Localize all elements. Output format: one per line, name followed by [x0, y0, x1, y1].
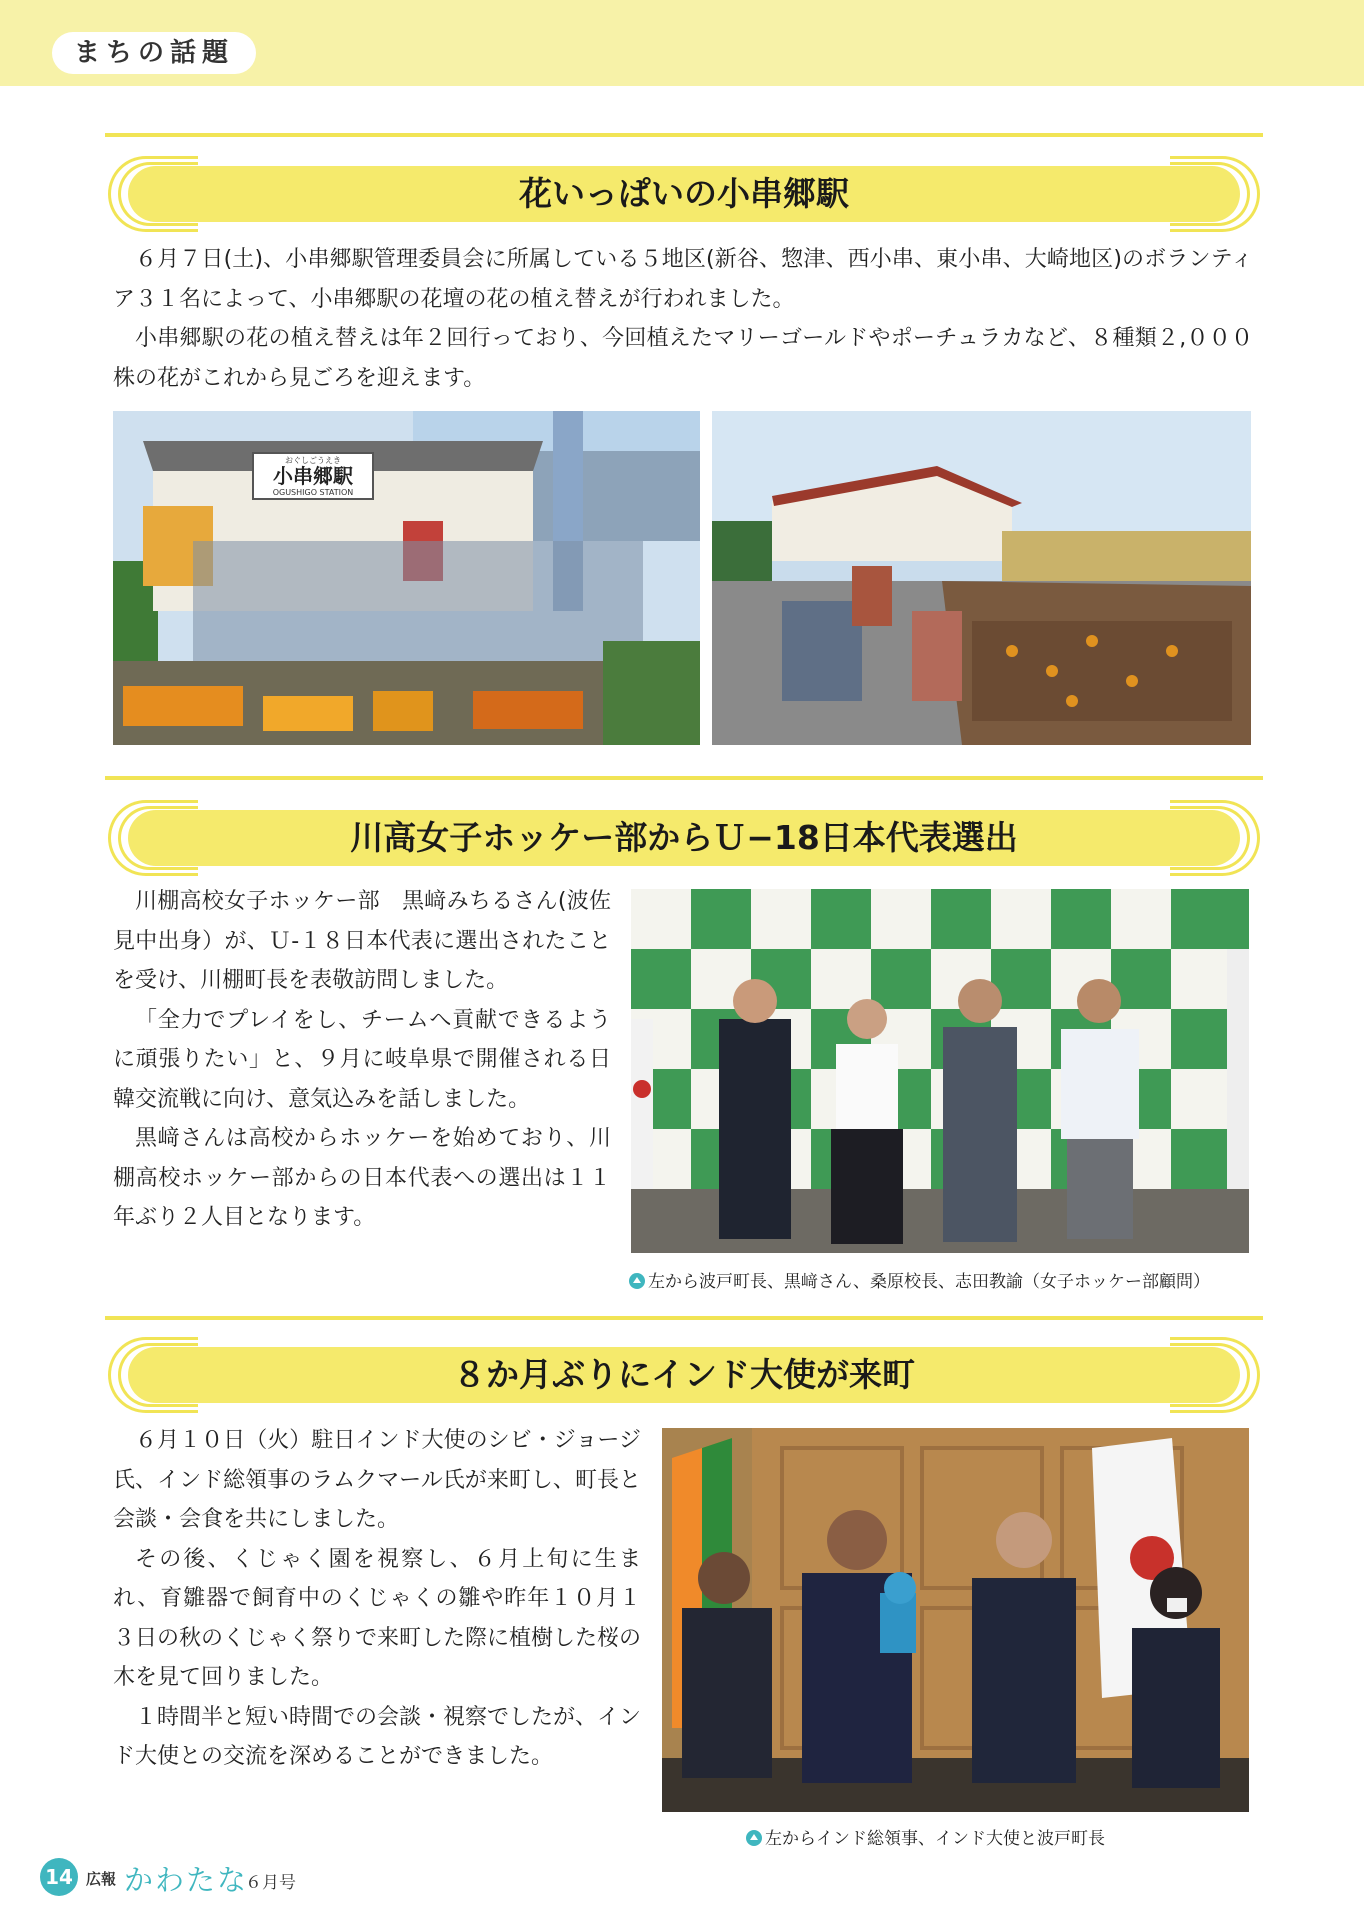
article-body: [113, 1421, 641, 1777]
paragraph: 川棚高校女子ホッケー部 黒﨑みちるさん(波佐見中出身）が、Ｕ‐１８日本代表に選出されたことを受け、川棚町長を表敬訪問しました。: [113, 889, 611, 993]
article-body: [113, 882, 611, 1238]
paragraph: 「全力でプレイをし、チームへ貢献できるように頑張りたい」と、９月に岐阜県で開催される日韓交流戦に向け、意気込みを話しました。: [113, 1007, 611, 1112]
caption-marker-icon: [746, 1830, 762, 1846]
paragraph: １時間半と短い時間での会談・視察でしたが、インド大使との交流を深めることができました。: [113, 1704, 642, 1769]
divider-rule: [105, 1316, 1263, 1320]
footer-koho-label: 広報: [86, 1870, 117, 1888]
section-label: まちの話題: [52, 32, 256, 74]
paragraph: 黒﨑さんは高校からホッケーを始めており、川棚高校ホッケー部からの日本代表への選出は１１年ぶり２人目となります。: [113, 1126, 611, 1230]
article-title-banner: [108, 156, 1260, 232]
article-title-banner: [108, 800, 1260, 876]
paragraph: その後、くじゃく園を視察し、６月上旬に生まれ、育雛器で飼育中のくじゃくの雛や昨年１０月１３日の秋のくじゃく祭りで来町した際に植樹した桜の木を見て回りました。: [113, 1546, 642, 1690]
photo-caption: 左からインド総領事、インド大使と波戸町長: [746, 1824, 1105, 1849]
article-title-banner: [108, 1337, 1260, 1413]
paragraph: ６月１０日（火）駐日インド大使のシビ・ジョージ氏、インド総領事のラムクマール氏が来町し、町長と会談・会食を共にしました。: [113, 1428, 641, 1532]
photo-courtesy-visit: [631, 889, 1249, 1253]
divider-rule: [105, 776, 1263, 780]
paragraph: ６月７日(土)、小串郷駅管理委員会に所属している５地区(新谷、惣津、西小串、東小串、大崎地区)のボランティア３１名によって、小串郷駅の花壇の花の植え替えが行われました。: [113, 247, 1253, 312]
issue-label: ６月号: [245, 1873, 296, 1893]
article-title: ８か月ぶりにインド大使が来町: [128, 1347, 1240, 1403]
article-title: 川高女子ホッケー部からＵ−18日本代表選出: [128, 810, 1240, 866]
photo-volunteers-station: [113, 411, 700, 745]
station-sign-name: 小串郷駅: [273, 464, 353, 488]
caption-marker-icon: [629, 1273, 645, 1289]
page-number: 14: [40, 1858, 78, 1896]
station-sign-romaji: OGUSHIGO STATION: [272, 488, 354, 497]
magazine-name: かわたな: [124, 1863, 249, 1897]
photo-caption: 左から波戸町長、黒﨑さん、桑原校長、志田教諭（女子ホッケー部顧問）: [629, 1267, 1210, 1292]
photo-india-ambassador: [662, 1428, 1249, 1812]
article-body: [113, 240, 1253, 398]
photo-planting: [712, 411, 1251, 745]
article-title: 花いっぱいの小串郷駅: [128, 166, 1240, 222]
divider-rule: [105, 133, 1263, 137]
paragraph: 小串郷駅の花の植え替えは年２回行っており、今回植えたマリーゴールドやポーチュラカなど、８種類２,０００株の花がこれから見ごろを迎えます。: [113, 326, 1253, 391]
station-sign-kana: おぐしごうえき: [285, 456, 341, 465]
